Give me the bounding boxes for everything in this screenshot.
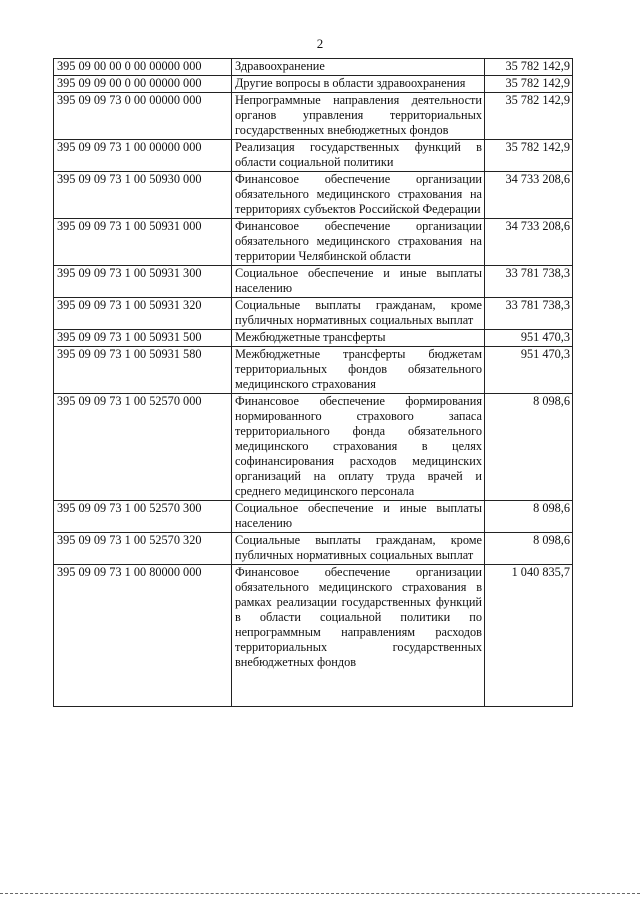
row-name: Здравоохранение <box>232 59 485 76</box>
row-amount: 951 470,3 <box>485 347 573 394</box>
row-amount: 33 781 738,3 <box>485 298 573 330</box>
page-number: 2 <box>316 36 324 51</box>
table-row <box>54 394 573 501</box>
row-code: 395 09 09 73 1 00 52570 300 <box>54 501 232 533</box>
row-code: 395 09 09 73 0 00 00000 000 <box>54 93 232 140</box>
row-name: Финансовое обеспечение организации обязательного медицинского страхования на территориях субъектов Российской Федерации <box>232 172 485 219</box>
row-name: Социальные выплаты гражданам, кроме публичных нормативных социальных выплат <box>232 298 485 330</box>
row-amount: 951 470,3 <box>485 330 573 347</box>
row-name: Межбюджетные трансферты бюджетам территориальных фондов обязательного медицинского страхования <box>232 347 485 394</box>
table-row <box>54 219 573 266</box>
row-name: Финансовое обеспечение организации обязательного медицинского страхования на территории Челябинской области <box>232 219 485 266</box>
row-amount: 35 782 142,9 <box>485 93 573 140</box>
table-row <box>54 59 573 76</box>
row-amount: 1 040 835,7 <box>485 565 573 707</box>
row-code: 395 09 09 73 1 00 80000 000 <box>54 565 232 707</box>
table-row <box>54 298 573 330</box>
row-name: Социальное обеспечение и иные выплаты населению <box>232 501 485 533</box>
table-row <box>54 76 573 93</box>
table-row <box>54 347 573 394</box>
row-name: Социальное обеспечение и иные выплаты населению <box>232 266 485 298</box>
row-name: Финансовое обеспечение формирования нормированного страхового запаса территориального фонда обязательного медицинского страхования в целях софинансирования расходов медицинских организаций на оплату труда врачей и среднего медицинского персонала <box>232 394 485 501</box>
row-code: 395 09 09 73 1 00 50931 000 <box>54 219 232 266</box>
row-name: Финансовое обеспечение организации обязательного медицинского страхования в рамках реализации государственных функций в области социальной политики по непрограммным направлениям расходов территориальных государственных внебюджетных фондов <box>232 565 485 707</box>
table-row <box>54 140 573 172</box>
table-row <box>54 172 573 219</box>
row-name: Социальные выплаты гражданам, кроме публичных нормативных социальных выплат <box>232 533 485 565</box>
budget-table-body <box>54 59 573 707</box>
table-row <box>54 565 573 707</box>
table-row <box>54 266 573 298</box>
row-name: Другие вопросы в области здравоохранения <box>232 76 485 93</box>
row-amount: 8 098,6 <box>485 533 573 565</box>
row-name: Межбюджетные трансферты <box>232 330 485 347</box>
row-amount: 8 098,6 <box>485 501 573 533</box>
row-code: 395 09 09 73 1 00 50930 000 <box>54 172 232 219</box>
row-code: 395 09 09 73 1 00 00000 000 <box>54 140 232 172</box>
row-amount: 33 781 738,3 <box>485 266 573 298</box>
row-code: 395 09 09 73 1 00 50931 320 <box>54 298 232 330</box>
row-amount: 34 733 208,6 <box>485 172 573 219</box>
table-row <box>54 501 573 533</box>
row-name: Реализация государственных функций в области социальной политики <box>232 140 485 172</box>
table-row <box>54 533 573 565</box>
row-amount: 35 782 142,9 <box>485 59 573 76</box>
row-code: 395 09 09 00 0 00 00000 000 <box>54 76 232 93</box>
row-code: 395 09 09 73 1 00 50931 500 <box>54 330 232 347</box>
row-code: 395 09 09 73 1 00 52570 000 <box>54 394 232 501</box>
table-row <box>54 93 573 140</box>
budget-table <box>53 58 573 707</box>
row-amount: 8 098,6 <box>485 394 573 501</box>
row-name: Непрограммные направления деятельности органов управления территориальных государственных внебюджетных фондов <box>232 93 485 140</box>
row-code: 395 09 09 73 1 00 52570 320 <box>54 533 232 565</box>
page-bottom-divider <box>0 893 640 894</box>
row-code: 395 09 09 73 1 00 50931 580 <box>54 347 232 394</box>
row-code: 395 09 09 73 1 00 50931 300 <box>54 266 232 298</box>
row-amount: 34 733 208,6 <box>485 219 573 266</box>
table-row <box>54 330 573 347</box>
row-code: 395 09 00 00 0 00 00000 000 <box>54 59 232 76</box>
row-amount: 35 782 142,9 <box>485 140 573 172</box>
row-amount: 35 782 142,9 <box>485 76 573 93</box>
